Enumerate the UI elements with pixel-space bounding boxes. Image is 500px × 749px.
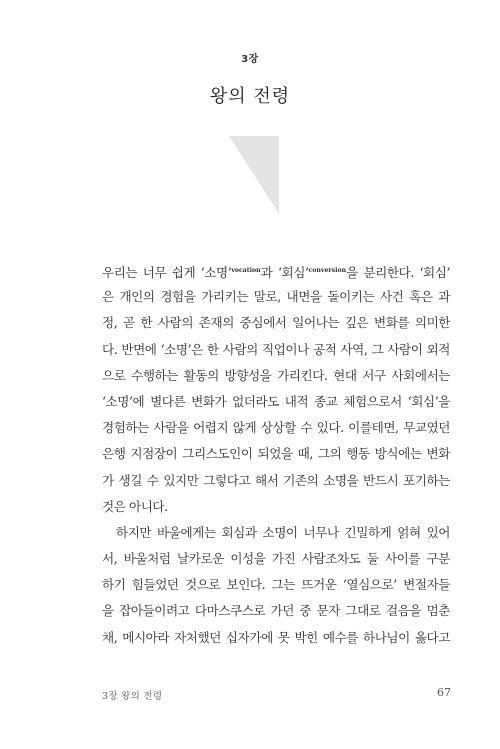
triangle-ornament [229, 136, 279, 214]
chapter-number: 3장 [241, 54, 259, 65]
text-line: 하기 힘들었던 것으로 보인다. 그는 뜨거운 ‘열심으로’ 변절자들 [102, 577, 450, 593]
text-line: 것은 아니다. [102, 498, 168, 514]
text-line: 경험하는 사람을 어렵지 않게 상상할 수 있다. 이를테면, 무교였던 [102, 420, 450, 436]
text-line: 가 생길 수 있지만 그렇다고 해서 기존의 소명을 반드시 포기하는 [102, 472, 450, 488]
chapter-title: 왕의 전령 [209, 86, 291, 107]
text-line: 다. 반면에 ‘소명’은 한 사람의 직업이나 공적 사역, 그 사람이 외적 [102, 341, 450, 357]
text-line: 은행 지점장이 그리스도인이 되었을 때, 그의 행동 방식에는 변화 [102, 446, 450, 462]
text-line: 하지만 바울에게는 회심과 소명이 너무나 긴밀하게 얽혀 있어 [116, 524, 450, 540]
gloss-vocation: vocation [231, 267, 261, 274]
text-line: ‘소명’에 별다른 변화가 없더라도 내적 종교 체험으로서 ‘회심’을 [102, 393, 450, 409]
text-line: 을 잡아들이려고 다마스쿠스로 가던 중 문자 그대로 걸음을 멈춘 [102, 603, 450, 619]
page-number: 67 [437, 686, 451, 699]
running-head: 3장 왕의 전령 [102, 691, 163, 702]
text-line: 서, 바울처럼 날카로운 이성을 가진 사람조차도 둘 사이를 구분 [102, 551, 450, 567]
text-line: 우리는 너무 쉽게 ‘소명’$^{vocation}$과 ‘회심’$^{conversion}$을 분리한다. ‘회심’ [102, 265, 450, 280]
text-line: 채, 메시아라 자처했던 십자가에 못 박힌 예수를 하나님이 옳다고 [102, 629, 450, 645]
text-line: 정, 곧 한 사람의 존재의 중심에서 일어나는 깊은 변화를 의미한 [102, 315, 450, 331]
body-text [102, 258, 450, 651]
text-line: 으로 수행하는 활동의 방향성을 가리킨다. 현대 서구 사회에서는 [102, 367, 450, 383]
gloss-conversion: conversion [308, 267, 347, 274]
text-line: 은 개인의 경험을 가리키는 말로, 내면을 돌이키는 사건 혹은 과 [102, 289, 450, 305]
